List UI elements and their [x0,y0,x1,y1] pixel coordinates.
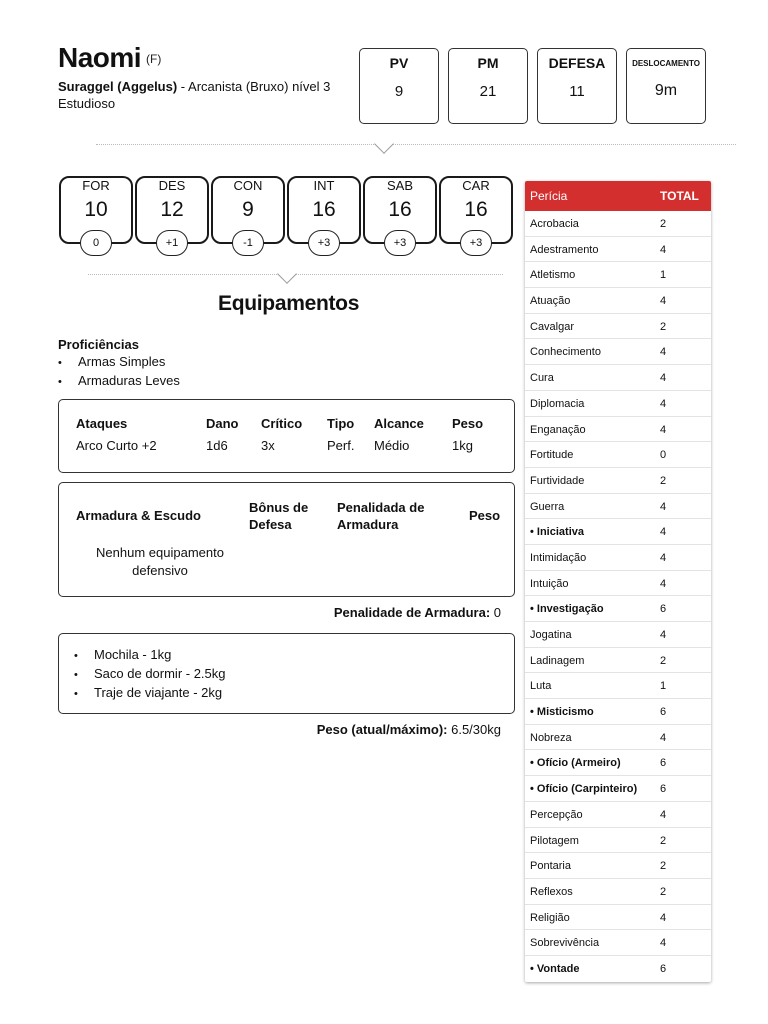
proficiencies-list [58,353,180,391]
attribute-modifier: +3 [308,230,340,256]
skill-total: 4 [660,295,667,308]
skill-total: 4 [660,937,667,950]
skill-total: 2 [660,654,667,667]
attribute-value: 16 [464,198,488,221]
armor-penalty-summary [300,605,501,620]
table-row [525,802,711,828]
stat-label: DEFESA [548,55,606,71]
attribute-label: DES [158,178,186,193]
skill-name: Atuação [530,295,571,308]
skill-total: 4 [660,526,667,539]
stat-value: 11 [569,83,585,100]
skill-total: 4 [660,577,667,590]
skill-total: 6 [660,603,667,616]
skill-name: Percepção [530,808,583,821]
skill-name: Sobrevivência [530,937,600,950]
attacks-header-damage: Dano [206,416,239,431]
character-origin: Estudioso [58,96,116,111]
stat-box-pm [448,48,528,124]
character-class-level: Arcanista (Bruxo) nível 3 [188,79,331,94]
armor-header-name: Armadura & Escudo [76,508,201,523]
table-row [525,262,711,288]
attack-range: Médio [374,438,410,453]
table-row [525,211,711,237]
table-row [525,905,711,931]
skill-total: 6 [660,757,667,770]
chevron-down-icon [277,264,297,284]
attribute-label: CON [233,178,263,193]
skill-total: 0 [660,449,667,462]
table-row [525,776,711,802]
table-row [525,468,711,494]
skill-name: Jogatina [530,629,572,641]
skill-name: • Misticismo [530,706,594,719]
skill-total: 6 [660,783,667,796]
attacks-panel [58,399,515,473]
table-row [525,545,711,571]
list-item: • Traje de viajante - 2kg [74,684,226,703]
skill-total: 2 [660,834,667,847]
skill-name: • Ofício (Armeiro) [530,757,621,770]
skill-name: Diplomacia [530,397,585,410]
stat-box-pv [359,48,439,124]
attribute-modifier: +1 [156,230,188,256]
attribute-label: CAR [462,178,490,193]
skill-name: Pilotagem [530,834,579,847]
skill-name: Furtividade [530,474,585,487]
attack-name: Arco Curto +2 [76,438,157,453]
character-subline [58,78,358,112]
skill-total: 2 [660,320,667,333]
skill-name: Nobreza [530,731,572,744]
skill-total: 2 [660,218,667,230]
armor-header-penalty: Penalidada de Armadura [337,500,425,532]
table-row [525,673,711,699]
attack-damage: 1d6 [206,438,228,453]
skill-total: 1 [660,269,667,282]
table-row [525,417,711,443]
skill-name: Ladinagem [530,654,585,667]
skills-header [525,181,711,211]
table-row [525,237,711,263]
table-row [525,699,711,725]
table-row [525,571,711,597]
skill-total: 2 [660,885,667,898]
skills-header-name: Perícia [530,189,568,203]
skill-name: Conhecimento [530,346,601,359]
character-name: Naomi [58,42,142,73]
attack-type: Perf. [327,438,355,453]
attack-critical: 3x [261,438,275,453]
skill-total: 4 [660,372,667,385]
skill-name: Fortitude [530,449,574,462]
skill-total: 4 [660,346,667,359]
stat-value: 9 [394,83,404,100]
skill-name: Religião [530,911,570,924]
stat-label: PV [389,55,409,71]
armor-empty-message: Nenhum equipamento defensivo [96,545,224,578]
stat-label: DESLOCAMENTO [632,59,700,68]
skill-name: Acrobacia [530,218,579,230]
attribute-modifier: +3 [460,230,492,256]
table-row [525,288,711,314]
list-item: • Armas Simples [58,353,180,372]
table-row [525,391,711,417]
skill-total: 4 [660,808,667,821]
header-divider [96,144,736,145]
list-item: • Armaduras Leves [58,372,180,391]
list-item: • Mochila - 1kg [74,646,226,665]
armor-penalty-value: 0 [490,605,501,620]
attack-weight: 1kg [452,438,473,453]
armor-header-defense-bonus: Bônus de Defesa [249,500,309,532]
table-row [525,853,711,879]
table-row [525,648,711,674]
skill-name: Pontaria [530,860,571,873]
weight-label: Peso (atual/máximo): [316,722,448,737]
attacks-header-type: Tipo [327,416,355,431]
skill-total: 4 [660,629,667,641]
skill-total: 4 [660,911,667,924]
table-row [525,519,711,545]
list-item: • Saco de dormir - 2.5kg [74,665,226,684]
table-row [525,596,711,622]
attribute-value: 16 [312,198,336,221]
skill-name: Guerra [530,500,565,513]
skill-name: Atletismo [530,269,576,282]
table-row [525,879,711,905]
character-race: Suraggel (Aggelus) [58,79,178,94]
attribute-modifier: 0 [80,230,112,256]
attacks-header-range: Alcance [374,416,424,431]
skill-total: 4 [660,397,667,410]
skills-header-total: TOTAL [660,189,699,203]
stat-value: 9m [654,82,678,99]
skill-total: 4 [660,500,667,513]
skill-total: 2 [660,474,667,487]
equipment-title: Equipamentos [218,292,360,315]
attribute-value: 16 [388,198,412,221]
attribute-label: SAB [386,178,413,193]
skill-name: • Vontade [530,962,580,975]
table-row [525,828,711,854]
skill-name: • Investigação [530,603,604,616]
attribute-value: 9 [242,198,254,221]
skill-total: 4 [660,423,667,436]
stat-label: PM [477,55,499,71]
skills-body [525,211,711,982]
attribute-modifier: +3 [384,230,416,256]
stat-value: 21 [479,83,497,100]
weight-summary [260,722,501,737]
attribute-modifier: -1 [232,230,264,256]
skill-name: Luta [530,680,552,693]
table-row [525,750,711,776]
attribute-value: 10 [84,198,108,221]
table-row [525,494,711,520]
table-row [525,339,711,365]
table-row [525,622,711,648]
armor-header-weight: Peso [469,508,501,523]
armor-penalty-label: Penalidade de Armadura: [333,605,491,620]
chevron-down-icon [374,134,394,154]
skill-total: 6 [660,706,667,719]
attribute-label: FOR [82,178,110,193]
skill-total: 4 [660,243,667,256]
table-row [525,314,711,340]
skill-name: Intimidação [530,551,587,564]
skill-total: 4 [660,551,667,564]
table-row [525,442,711,468]
stat-box-deslocamento [626,48,706,124]
skill-total: 1 [660,680,667,693]
armor-panel [58,482,515,597]
skill-name: Intuição [530,577,569,590]
attacks-header-weight: Peso [452,416,484,431]
skill-total: 6 [660,962,667,975]
skill-name: • Iniciativa [530,526,584,539]
attacks-header-critical: Crítico [261,416,303,431]
skill-total: 4 [660,731,667,744]
attribute-label: INT [313,178,335,193]
skill-name: • Ofício (Carpinteiro) [530,783,638,796]
skill-total: 2 [660,860,667,873]
stat-box-defesa [537,48,617,124]
character-gender: (F) [146,52,162,66]
skill-name: Cura [530,372,554,385]
skill-name: Cavalgar [530,320,575,333]
table-row [525,725,711,751]
weight-value: 6.5/30kg [447,722,501,737]
skills-table [525,181,711,982]
skill-name: Adestramento [530,243,599,256]
inventory-list [74,646,226,703]
skill-name: Enganação [530,423,586,436]
attacks-header-name: Ataques [76,416,128,431]
table-row [525,956,711,982]
attribute-value: 12 [160,198,184,221]
subline-separator: - [177,79,189,94]
skill-name: Reflexos [530,885,573,898]
table-row [525,365,711,391]
table-row [525,930,711,956]
proficiencies-title: Proficiências [58,337,139,352]
